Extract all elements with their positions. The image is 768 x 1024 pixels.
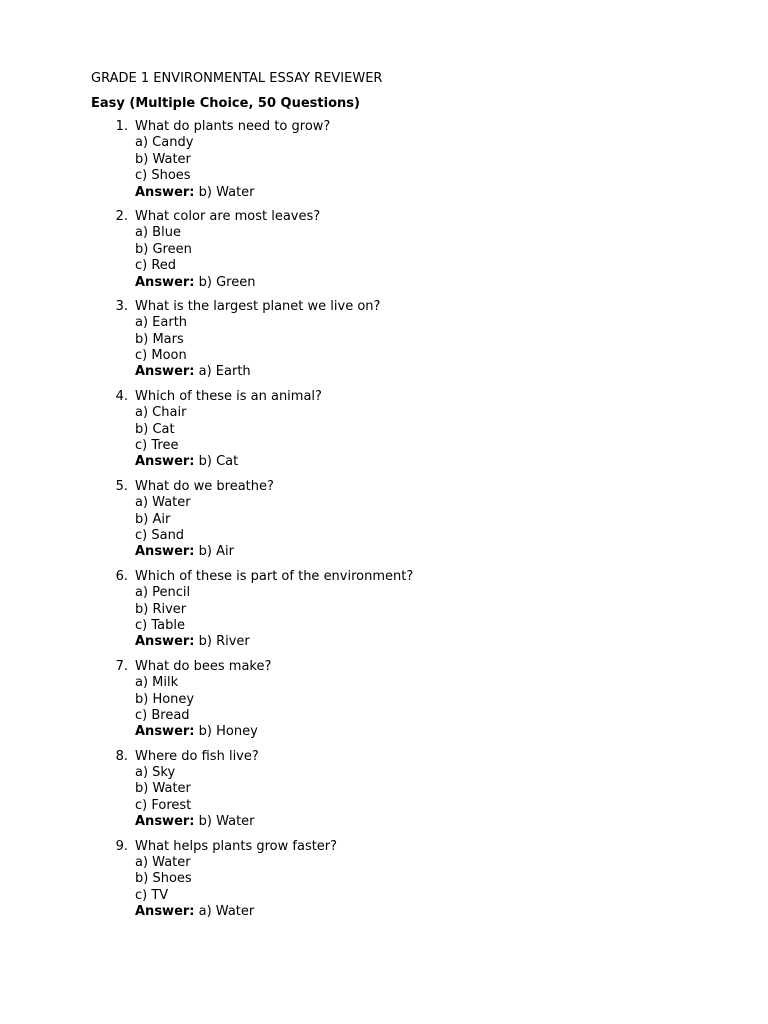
answer-option: c) Table [135,617,185,633]
answer-option: c) Red [135,258,177,274]
answer-line [135,814,731,830]
question-text: Which of these is an animal? [135,388,322,404]
answer-option: c) TV [135,887,169,903]
question-number: 7. [115,658,128,674]
answer-line [135,275,731,291]
answer-value: a) Earth [198,364,251,380]
answer-option: c) Sand [135,527,185,543]
answer-option: c) Forest [135,797,192,813]
question-text: What do plants need to grow? [135,119,331,134]
answer-option: b) Shoes [135,871,192,887]
answer-option: b) Mars [135,331,184,347]
document-title: GRADE 1 ENVIRONMENTAL ESSAY REVIEWER [91,71,383,86]
question-text: What do we breathe? [135,478,274,494]
answer-option: a) Sky [135,765,176,781]
section-title: Easy (Multiple Choice, 50 Questions) [91,96,360,111]
question-number: 8. [115,748,128,764]
question-list [91,119,731,921]
question-item [91,119,731,201]
question-text: What do bees make? [135,658,272,674]
answer-option: a) Water [135,855,191,871]
question-text: What color are most leaves? [135,208,321,224]
answer-option: b) Cat [135,421,175,437]
answer-option: a) Candy [135,135,194,151]
answer-option: a) Chair [135,405,187,421]
answer-option: b) Honey [135,691,195,707]
answer-option: b) Water [135,151,191,167]
answer-label: Answer: [135,814,195,830]
answer-line [135,185,731,201]
answer-label: Answer: [135,454,195,470]
answer-option: a) Blue [135,225,181,241]
answer-value: b) Honey [198,724,258,740]
answer-label: Answer: [135,544,195,560]
question-number: 6. [115,568,128,584]
answer-value: b) Air [198,544,234,560]
question-number: 3. [115,298,128,314]
answer-option: b) Water [135,781,191,797]
document-page [91,70,731,929]
answer-value: b) Green [198,274,256,290]
answer-label: Answer: [135,184,195,200]
question-text: Where do fish live? [135,748,259,764]
answer-value: b) Cat [198,454,239,470]
answer-value: b) River [198,634,250,650]
answer-label: Answer: [135,904,195,920]
question-number: 4. [115,388,128,404]
question-item [91,299,731,381]
answer-line [135,364,731,380]
answer-value: b) Water [198,184,255,200]
answer-label: Answer: [135,724,195,740]
answer-option: a) Earth [135,315,188,331]
answer-option: b) Green [135,241,192,257]
question-number: 1. [115,119,128,134]
question-item [91,659,731,741]
question-item [91,569,731,651]
answer-option: c) Shoes [135,168,191,184]
question-item [91,389,731,471]
question-number: 2. [115,208,128,224]
answer-label: Answer: [135,274,195,290]
answer-line [135,724,731,740]
answer-option: a) Milk [135,675,179,691]
answer-value: a) Water [198,904,255,920]
question-text: Which of these is part of the environment? [135,568,414,584]
answer-line [135,904,731,920]
answer-option: b) River [135,601,187,617]
answer-label: Answer: [135,364,195,380]
question-item [91,209,731,291]
answer-option: c) Tree [135,438,179,454]
question-item [91,749,731,831]
answer-option: c) Bread [135,707,190,723]
question-text: What helps plants grow faster? [135,838,338,854]
answer-option: a) Water [135,495,191,511]
question-number: 9. [115,838,128,854]
question-item [91,479,731,561]
answer-option: c) Moon [135,348,187,364]
answer-label: Answer: [135,634,195,650]
answer-line [135,634,731,650]
question-number: 5. [115,478,128,494]
question-text: What is the largest planet we live on? [135,298,381,314]
question-item [91,839,731,921]
answer-option: b) Air [135,511,171,527]
answer-line [135,544,731,560]
answer-option: a) Pencil [135,585,191,601]
answer-line [135,454,731,470]
answer-value: b) Water [198,814,255,830]
